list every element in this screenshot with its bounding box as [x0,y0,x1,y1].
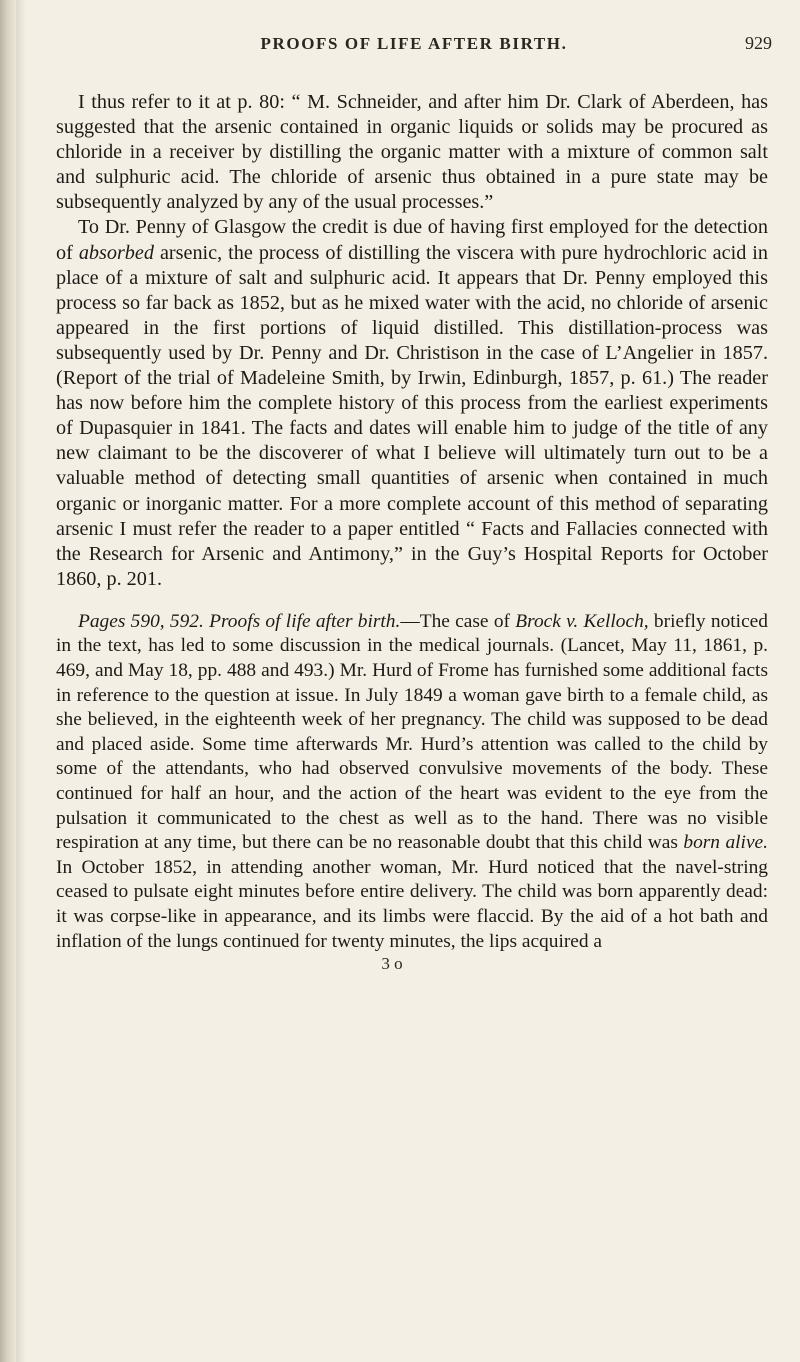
running-title: PROOFS OF LIFE AFTER BIRTH. [260,34,568,53]
book-page [56,0,772,974]
note-paragraph-penny [56,215,768,591]
page-number: 929 [745,33,772,53]
running-head [56,0,772,90]
note-text-navel-string: In October 1852, in attending another woman, Mr. Hurd noticed that the navel-string ceased to pulsate eight minutes before entire delivery. The child was born apparently dead: it was corpse-like in appearance, and its limbs were flaccid. By the aid of a hot bath and inflation of the lungs continued for twenty minutes, the lips acquired a [56,856,768,952]
page-gutter-shadow [16,0,26,1362]
note-text-penny-rest: arsenic, the process of distilling the viscera with pure hydrochloric acid in place of a mixture of salt and sulphuric acid. It appears that Dr. Penny employed this process so far back as 1852, but as he mixed water with the acid, no chloride of arsenic appeared in the first portions of liquid distilled. This distillation-process was subsequently used by Dr. Penny and Dr. Christison in the case of L’Angelier in 1857. (Report of the trial of Madeleine Smith, by Irwin, Edinburgh, 1857, p. 61.) The reader has now before him the complete history of this process from the earliest experiments of Dupasquier in 1841. The facts and dates will enable him to judge of the title of any new claimant to be the discoverer of what I believe will ultimately turn out to be a valuable method of detecting small quantities of arsenic when contained in much organic or inorganic matter. For a more complete account of this method of separating arsenic I must refer the reader to a paper entitled “ Facts and Fallacies connected with the Research for Arsenic and Antimony,” in the Guy’s Hospital Reports for October 1860, p. 201. [56,241,768,590]
note-heading-proofs: Proofs of life after birth. [209,610,401,632]
note-italic-absorbed: absorbed [78,241,154,264]
note-dash-lead: —The case of [400,610,516,632]
note-text-hurd: briefly noticed in the text, has led to some discussion in the medical journals. (Lancet, May 11, 1861, p. 469, and May 18, pp. 488 and 493.) Mr. Hurd of Frome has furnished some additional facts in reference to the question at issue. In July 1849 a woman gave birth to a female child, as she believed, in the eighteenth week of her pregnancy. The child was supposed to be dead and placed aside. Some time afterwards Mr. Hurd’s attention was called to the child by some of the attendants, who had observed convulsive movements of the body. These continued for half an hour, and the action of the heart was evident to the eye from the pulsation it communicated to the chest as well as to the hand. There was no visible respiration at any time, but there can be no reasonable doubt that this child was [56,610,768,854]
note-italic-born-alive: born alive. [683,832,768,854]
signature-mark: 3 o [381,954,403,974]
note-paragraph-brock-kelloch [56,610,768,954]
note-pages-reference: Pages 590, 592. [78,610,204,632]
note-paragraph-schneider [56,90,768,215]
page-gutter [0,0,16,1362]
note-case-name: Brock v. Kelloch, [515,610,649,632]
note-text-schneider: I thus refer to it at p. 80: “ M. Schneider, and after him Dr. Clark of Aberdeen, has suggested that the arsenic contained in organic liquids or solids may be procured as chloride in a receiver by distilling the organic matter with a mixture of common salt and sulphuric acid. The chloride of arsenic thus obtained in a pure state may be subsequently analyzed by any of the usual processes.” [56,91,768,214]
note-text-penny-start: To Dr. Penny of Glasgow the credit is due of having first employed for the detection of [56,216,768,264]
